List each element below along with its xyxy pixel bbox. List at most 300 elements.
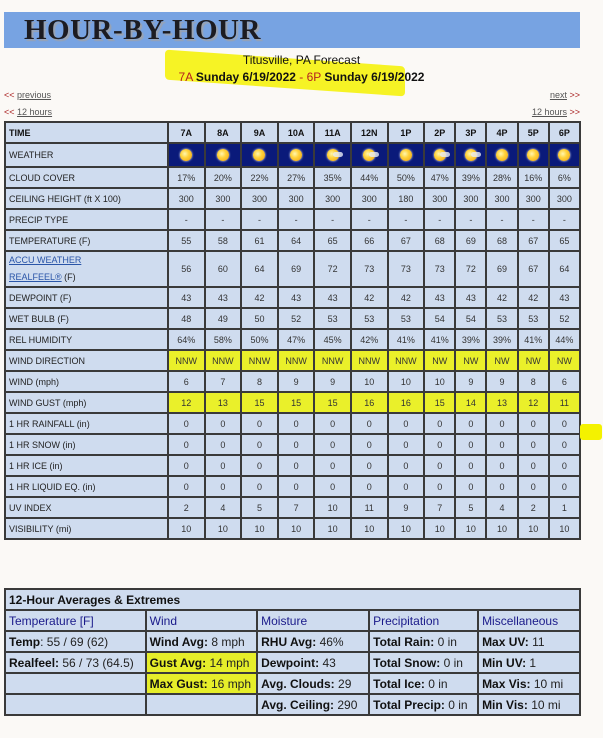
summary-value: 290 — [334, 697, 358, 712]
data-cell: 41% — [424, 329, 455, 350]
data-cell: 0 — [314, 476, 351, 497]
data-cell: - — [168, 209, 205, 230]
data-cell: 12 — [518, 392, 549, 413]
row-label — [5, 251, 168, 287]
data-row — [5, 167, 580, 188]
summary-cell — [257, 631, 369, 652]
summary-cell — [5, 631, 146, 652]
data-cell: 5 — [455, 497, 486, 518]
summary-key: Min UV: — [482, 655, 527, 670]
data-cell: 0 — [388, 434, 425, 455]
data-cell: 10 — [351, 371, 388, 392]
data-cell: 13 — [205, 392, 242, 413]
data-cell: 9 — [486, 371, 517, 392]
prev-arrows: << — [4, 90, 15, 100]
nav-next-12 — [532, 107, 580, 117]
data-cell: NNW — [314, 350, 351, 371]
data-cell: 9 — [388, 497, 425, 518]
summary-cell — [369, 673, 478, 694]
data-cell: 0 — [241, 476, 278, 497]
data-cell: NW — [518, 350, 549, 371]
data-cell: 4 — [205, 497, 242, 518]
data-cell: 6 — [549, 371, 580, 392]
summary-row — [5, 694, 580, 715]
data-cell: 53 — [518, 308, 549, 329]
summary-value: 11 — [528, 634, 545, 649]
hour-header: 11A — [314, 122, 351, 143]
data-cell: 0 — [168, 434, 205, 455]
row-label: PRECIP TYPE — [5, 209, 168, 230]
forecast-location: Titusville, PA Forecast — [242, 53, 361, 67]
weather-cell — [388, 143, 425, 167]
data-row — [5, 518, 580, 539]
summary-title-text: 12-Hour Averages & Extremes — [9, 592, 181, 607]
weather-cell — [351, 143, 388, 167]
summary-value: : 55 / 69 (62) — [40, 634, 109, 649]
summary-key: Temp — [9, 634, 41, 649]
summary-value: 16 mph — [207, 676, 252, 691]
data-cell: NW — [455, 350, 486, 371]
data-cell: 10 — [241, 518, 278, 539]
summary-value: 0 in — [424, 676, 448, 691]
summary-key: Gust Avg: — [149, 655, 207, 670]
data-row — [5, 188, 580, 209]
summary-header-row — [5, 610, 580, 631]
sunny-icon — [558, 149, 570, 161]
data-cell: 0 — [518, 455, 549, 476]
data-cell: 15 — [241, 392, 278, 413]
data-cell: 42 — [241, 287, 278, 308]
data-cell: 7 — [205, 371, 242, 392]
data-cell: 12 — [168, 392, 205, 413]
summary-cell — [257, 694, 369, 715]
hour-header: 7A — [168, 122, 205, 143]
data-cell: 0 — [424, 434, 455, 455]
weather-cell — [241, 143, 278, 167]
data-cell: 0 — [205, 434, 242, 455]
data-cell: 54 — [424, 308, 455, 329]
summary-value: 0 in — [444, 697, 468, 712]
data-cell: - — [424, 209, 455, 230]
data-cell: NW — [424, 350, 455, 371]
data-cell: 10 — [549, 518, 580, 539]
data-cell: 0 — [486, 413, 517, 434]
data-cell: 10 — [351, 518, 388, 539]
data-cell: 0 — [205, 413, 242, 434]
row-label: WIND DIRECTION — [5, 350, 168, 371]
data-cell: 52 — [278, 308, 315, 329]
data-cell: 2 — [518, 497, 549, 518]
mostly-sunny-icon — [327, 149, 339, 161]
summary-cell — [5, 673, 146, 694]
data-cell: 53 — [351, 308, 388, 329]
data-row — [5, 350, 580, 371]
start-hour: 7A — [178, 70, 193, 84]
data-cell: 50% — [241, 329, 278, 350]
data-cell: 58% — [205, 329, 242, 350]
data-cell: 0 — [351, 476, 388, 497]
summary-key: Avg. Ceiling: — [261, 697, 335, 712]
summary-column-header: Miscellaneous — [478, 610, 580, 631]
data-cell: - — [455, 209, 486, 230]
page-banner — [4, 12, 580, 48]
data-cell: - — [241, 209, 278, 230]
data-cell: 8 — [518, 371, 549, 392]
summary-value: 43 — [319, 655, 336, 670]
row-label: WET BULB (F) — [5, 308, 168, 329]
data-cell: 0 — [241, 434, 278, 455]
summary-value: 0 in — [434, 634, 457, 649]
data-cell: 0 — [314, 413, 351, 434]
prev-12-hours-link[interactable]: 12 hours — [17, 107, 53, 117]
data-cell: 43 — [314, 287, 351, 308]
data-cell: 0 — [278, 413, 315, 434]
data-cell: 0 — [486, 476, 517, 497]
next-12-arrows: >> — [569, 107, 580, 117]
mostly-sunny-icon — [465, 149, 477, 161]
data-row — [5, 392, 580, 413]
data-cell: 73 — [388, 251, 425, 287]
data-cell: NNW — [351, 350, 388, 371]
summary-key: Avg. Clouds: — [261, 676, 335, 691]
data-cell: 10 — [314, 518, 351, 539]
data-cell: 43 — [278, 287, 315, 308]
data-cell: 52 — [549, 308, 580, 329]
summary-row — [5, 652, 580, 673]
data-cell: 0 — [241, 455, 278, 476]
data-cell: - — [351, 209, 388, 230]
data-cell: 49 — [205, 308, 242, 329]
data-cell: 60 — [205, 251, 242, 287]
end-date: Sunday 6/19/2022 — [324, 70, 425, 84]
weather-cell — [455, 143, 486, 167]
row-label: REL HUMIDITY — [5, 329, 168, 350]
nav-previous — [4, 90, 51, 100]
data-cell: 42 — [486, 287, 517, 308]
data-cell: 43 — [205, 287, 242, 308]
hour-header: 9A — [241, 122, 278, 143]
data-cell: 53 — [314, 308, 351, 329]
hour-header: 2P — [424, 122, 455, 143]
data-cell: 0 — [455, 434, 486, 455]
summary-value: 8 mph — [207, 634, 245, 649]
row-label: 1 HR SNOW (in) — [5, 434, 168, 455]
data-cell: NW — [549, 350, 580, 371]
data-cell: NNW — [278, 350, 315, 371]
data-cell: 0 — [205, 455, 242, 476]
data-cell: 39% — [455, 167, 486, 188]
data-cell: 43 — [549, 287, 580, 308]
weather-cell — [424, 143, 455, 167]
next-12-hours-link[interactable]: 12 hours — [531, 107, 567, 117]
data-cell: 15 — [424, 392, 455, 413]
summary-cell — [5, 652, 146, 673]
data-cell: - — [486, 209, 517, 230]
hour-header: 3P — [455, 122, 486, 143]
summary-cell — [478, 694, 580, 715]
data-cell: 9 — [278, 371, 315, 392]
data-cell: 28% — [486, 167, 517, 188]
summary-row — [5, 631, 580, 652]
data-cell: 16 — [351, 392, 388, 413]
data-cell: 0 — [424, 455, 455, 476]
data-cell: 0 — [455, 413, 486, 434]
range-separator: - — [295, 70, 307, 84]
data-cell: 0 — [314, 434, 351, 455]
data-cell: 10 — [518, 518, 549, 539]
summary-key: Wind Avg: — [149, 634, 208, 649]
data-cell: 9 — [314, 371, 351, 392]
data-cell: 5 — [241, 497, 278, 518]
hour-header: 8A — [205, 122, 242, 143]
data-cell: 61 — [241, 230, 278, 251]
data-cell: 44% — [549, 329, 580, 350]
sunny-icon — [496, 149, 508, 161]
summary-value: 0 in — [440, 655, 463, 670]
data-cell: 16% — [518, 167, 549, 188]
data-row — [5, 497, 580, 518]
summary-value: 10 mi — [527, 697, 561, 712]
data-cell: 20% — [205, 167, 242, 188]
data-cell: 10 — [486, 518, 517, 539]
data-cell: 67 — [518, 230, 549, 251]
data-cell: - — [549, 209, 580, 230]
data-cell: 50 — [241, 308, 278, 329]
hour-header: 5P — [518, 122, 549, 143]
data-cell: - — [518, 209, 549, 230]
data-cell: 73 — [424, 251, 455, 287]
data-cell: 14 — [455, 392, 486, 413]
data-cell: 68 — [424, 230, 455, 251]
weather-cell — [168, 143, 205, 167]
data-cell: 10 — [205, 518, 242, 539]
weather-cell — [486, 143, 517, 167]
row-label: TIME — [5, 122, 168, 143]
data-row — [5, 287, 580, 308]
summary-key: Total Ice: — [373, 676, 425, 691]
weather-row — [5, 143, 580, 167]
sunny-icon — [527, 149, 539, 161]
summary-table — [4, 588, 581, 716]
data-row — [5, 413, 580, 434]
hour-header: 6P — [549, 122, 580, 143]
data-cell: 300 — [424, 188, 455, 209]
data-cell: 300 — [549, 188, 580, 209]
data-cell: 72 — [455, 251, 486, 287]
data-row — [5, 329, 580, 350]
row-label: CEILING HEIGHT (ft X 100) — [5, 188, 168, 209]
data-cell: NNW — [205, 350, 242, 371]
summary-cell — [369, 694, 478, 715]
highlighter-mark — [580, 424, 602, 440]
data-cell: 41% — [388, 329, 425, 350]
data-cell: 0 — [549, 413, 580, 434]
data-cell: - — [314, 209, 351, 230]
data-cell: 0 — [168, 413, 205, 434]
summary-row — [5, 673, 580, 694]
summary-cell — [5, 694, 146, 715]
data-cell: 42 — [388, 287, 425, 308]
data-cell: 73 — [351, 251, 388, 287]
hour-header: 1P — [388, 122, 425, 143]
data-cell: 300 — [168, 188, 205, 209]
data-cell: 39% — [486, 329, 517, 350]
data-cell: 2 — [168, 497, 205, 518]
data-cell: 0 — [455, 455, 486, 476]
data-cell: 68 — [486, 230, 517, 251]
data-cell: NNW — [388, 350, 425, 371]
row-label: 1 HR ICE (in) — [5, 455, 168, 476]
data-cell: NNW — [168, 350, 205, 371]
data-cell: 47% — [278, 329, 315, 350]
sunny-icon — [400, 149, 412, 161]
weather-cell — [278, 143, 315, 167]
data-row — [5, 251, 580, 287]
data-cell: 43 — [455, 287, 486, 308]
summary-key: Max UV: — [482, 634, 529, 649]
data-cell: 15 — [314, 392, 351, 413]
accu-weather-link[interactable]: ACCU WEATHER — [9, 255, 82, 265]
data-cell: 67 — [518, 251, 549, 287]
data-cell: 43 — [424, 287, 455, 308]
data-cell: 1 — [549, 497, 580, 518]
summary-column-header: Moisture — [257, 610, 369, 631]
summary-value: 1 — [526, 655, 537, 670]
data-cell: 54 — [455, 308, 486, 329]
data-cell: 6% — [549, 167, 580, 188]
data-cell: 0 — [486, 455, 517, 476]
data-cell: 0 — [388, 476, 425, 497]
data-cell: - — [278, 209, 315, 230]
data-cell: 55 — [168, 230, 205, 251]
data-cell: 35% — [314, 167, 351, 188]
summary-cell — [146, 631, 257, 652]
next-link[interactable]: next — [549, 90, 567, 100]
data-cell: 300 — [455, 188, 486, 209]
data-cell: 9 — [455, 371, 486, 392]
data-cell: 0 — [549, 455, 580, 476]
row-label: VISIBILITY (mi) — [5, 518, 168, 539]
data-cell: 56 — [168, 251, 205, 287]
data-cell: 65 — [314, 230, 351, 251]
row-label: WIND (mph) — [5, 371, 168, 392]
data-cell: 0 — [486, 434, 517, 455]
summary-value: 10 mi — [530, 676, 564, 691]
summary-key: Dewpoint: — [261, 655, 320, 670]
data-cell: 0 — [278, 476, 315, 497]
data-cell: 0 — [314, 455, 351, 476]
sunny-icon — [180, 149, 192, 161]
data-row — [5, 434, 580, 455]
realfeel-link[interactable]: REALFEEL® — [9, 272, 62, 282]
weather-cell — [205, 143, 242, 167]
row-label: 1 HR RAINFALL (in) — [5, 413, 168, 434]
data-cell: 10 — [314, 497, 351, 518]
data-cell: 0 — [278, 455, 315, 476]
data-cell: 7 — [424, 497, 455, 518]
summary-cell — [369, 652, 478, 673]
data-row — [5, 371, 580, 392]
time-row — [5, 122, 580, 143]
data-cell: 0 — [549, 434, 580, 455]
data-cell: 10 — [388, 371, 425, 392]
page-title: HOUR-BY-HOUR — [24, 14, 261, 46]
data-cell: 67 — [388, 230, 425, 251]
sunny-icon — [217, 149, 229, 161]
summary-value: 46% — [316, 634, 344, 649]
row-label: 1 HR LIQUID EQ. (in) — [5, 476, 168, 497]
data-cell: 300 — [241, 188, 278, 209]
end-hour: 6P — [306, 70, 322, 84]
data-cell: 0 — [241, 413, 278, 434]
data-cell: 42 — [518, 287, 549, 308]
data-cell: 0 — [518, 413, 549, 434]
next-arrows: >> — [569, 90, 580, 100]
data-cell: 47% — [424, 167, 455, 188]
row-label: CLOUD COVER — [5, 167, 168, 188]
data-cell: 180 — [388, 188, 425, 209]
data-cell: 15 — [278, 392, 315, 413]
data-row — [5, 455, 580, 476]
sunny-icon — [290, 149, 302, 161]
weather-cell — [314, 143, 351, 167]
summary-cell — [146, 673, 257, 694]
data-cell: 64 — [278, 230, 315, 251]
data-cell: 300 — [205, 188, 242, 209]
previous-link[interactable]: previous — [17, 90, 52, 100]
row-label: WIND GUST (mph) — [5, 392, 168, 413]
data-cell: 10 — [455, 518, 486, 539]
data-cell: 69 — [455, 230, 486, 251]
data-cell: 300 — [518, 188, 549, 209]
data-cell: 53 — [486, 308, 517, 329]
mostly-sunny-icon — [363, 149, 375, 161]
data-cell: 0 — [168, 476, 205, 497]
row-label: WEATHER — [5, 143, 168, 167]
data-cell: 0 — [518, 476, 549, 497]
data-cell: 0 — [424, 476, 455, 497]
data-cell: 58 — [205, 230, 242, 251]
hour-header: 4P — [486, 122, 517, 143]
data-cell: 4 — [486, 497, 517, 518]
nav-prev-12 — [4, 107, 52, 117]
forecast-range — [0, 70, 603, 84]
data-cell: NW — [486, 350, 517, 371]
summary-key: Max Vis: — [482, 676, 531, 691]
data-cell: 10 — [278, 518, 315, 539]
data-cell: 66 — [351, 230, 388, 251]
summary-key: Total Rain: — [373, 634, 435, 649]
summary-cell — [146, 652, 257, 673]
data-cell: 50% — [388, 167, 425, 188]
data-cell: 72 — [314, 251, 351, 287]
summary-cell — [478, 631, 580, 652]
data-cell: 6 — [168, 371, 205, 392]
summary-column-header: Precipitation — [369, 610, 478, 631]
realfeel-unit: (F) — [61, 272, 76, 282]
summary-column-header: Temperature [F] — [5, 610, 146, 631]
sunny-icon — [253, 149, 265, 161]
data-cell: 300 — [314, 188, 351, 209]
data-row — [5, 476, 580, 497]
data-cell: 0 — [351, 434, 388, 455]
summary-cell — [257, 652, 369, 673]
data-cell: 300 — [278, 188, 315, 209]
data-cell: 300 — [486, 188, 517, 209]
data-cell: 45% — [314, 329, 351, 350]
data-cell: 22% — [241, 167, 278, 188]
hour-header: 12N — [351, 122, 388, 143]
